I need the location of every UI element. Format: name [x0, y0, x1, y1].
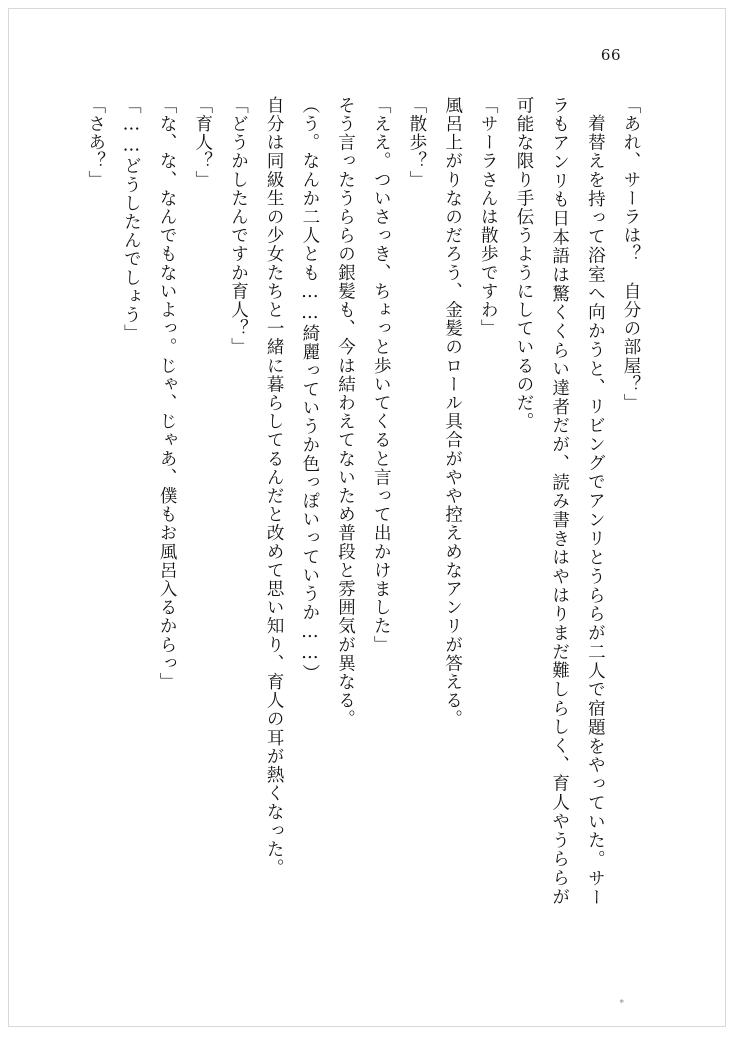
body-paragraph: 自分は同級生の少女たちと一緒に暮らしてるんだと改めて思い知り、育人の耳が熱くなった。	[264, 96, 285, 878]
body-paragraph: 「散歩？」	[406, 96, 427, 189]
body-paragraph: 「サーラさんは散歩ですわ」	[478, 96, 499, 338]
body-paragraph: 着替えを持って浴室へ向かうと、リビングでアンリとうららが二人で宿題をやっていた。サーラもアンリも日本語は驚くくらい達者だが、読み書きはやはりまだ難しらしく、育人やうららが可能な限り手伝うようにしているのだ。	[513, 96, 606, 906]
body-paragraph: 「育人？」	[192, 96, 213, 189]
body-paragraph: 風呂上がりなのだろう、金髪のロール具合がやや控えめなアンリが答える。	[442, 96, 463, 729]
body-paragraph: 「さあ？」	[85, 96, 106, 189]
body-paragraph: （う。なんか二人とも……綺麗っていうか色っぽいっていうか……）	[299, 96, 320, 683]
novel-body-text	[48, 96, 648, 906]
page-number: 66	[600, 46, 621, 64]
body-paragraph: 「……どうしたんでしょう」	[121, 96, 142, 343]
body-paragraph: 「ええ。ついさっき、ちょっと歩いてくると言って出かけました」	[371, 96, 392, 654]
body-paragraph: 「あれ、サーラは？ 自分の部屋？」	[621, 96, 641, 413]
body-paragraph: 「どうかしたんですか育人？」	[228, 96, 249, 357]
body-paragraph: 「な、な、なんでもないよっ。じゃ、じゃあ、僕もお風呂入るからっ」	[157, 96, 178, 692]
footer-mark: *	[619, 999, 624, 1009]
body-paragraph: そう言ったうららの銀髪も、今は結わえてないため普段と雰囲気が異なる。	[335, 96, 356, 729]
